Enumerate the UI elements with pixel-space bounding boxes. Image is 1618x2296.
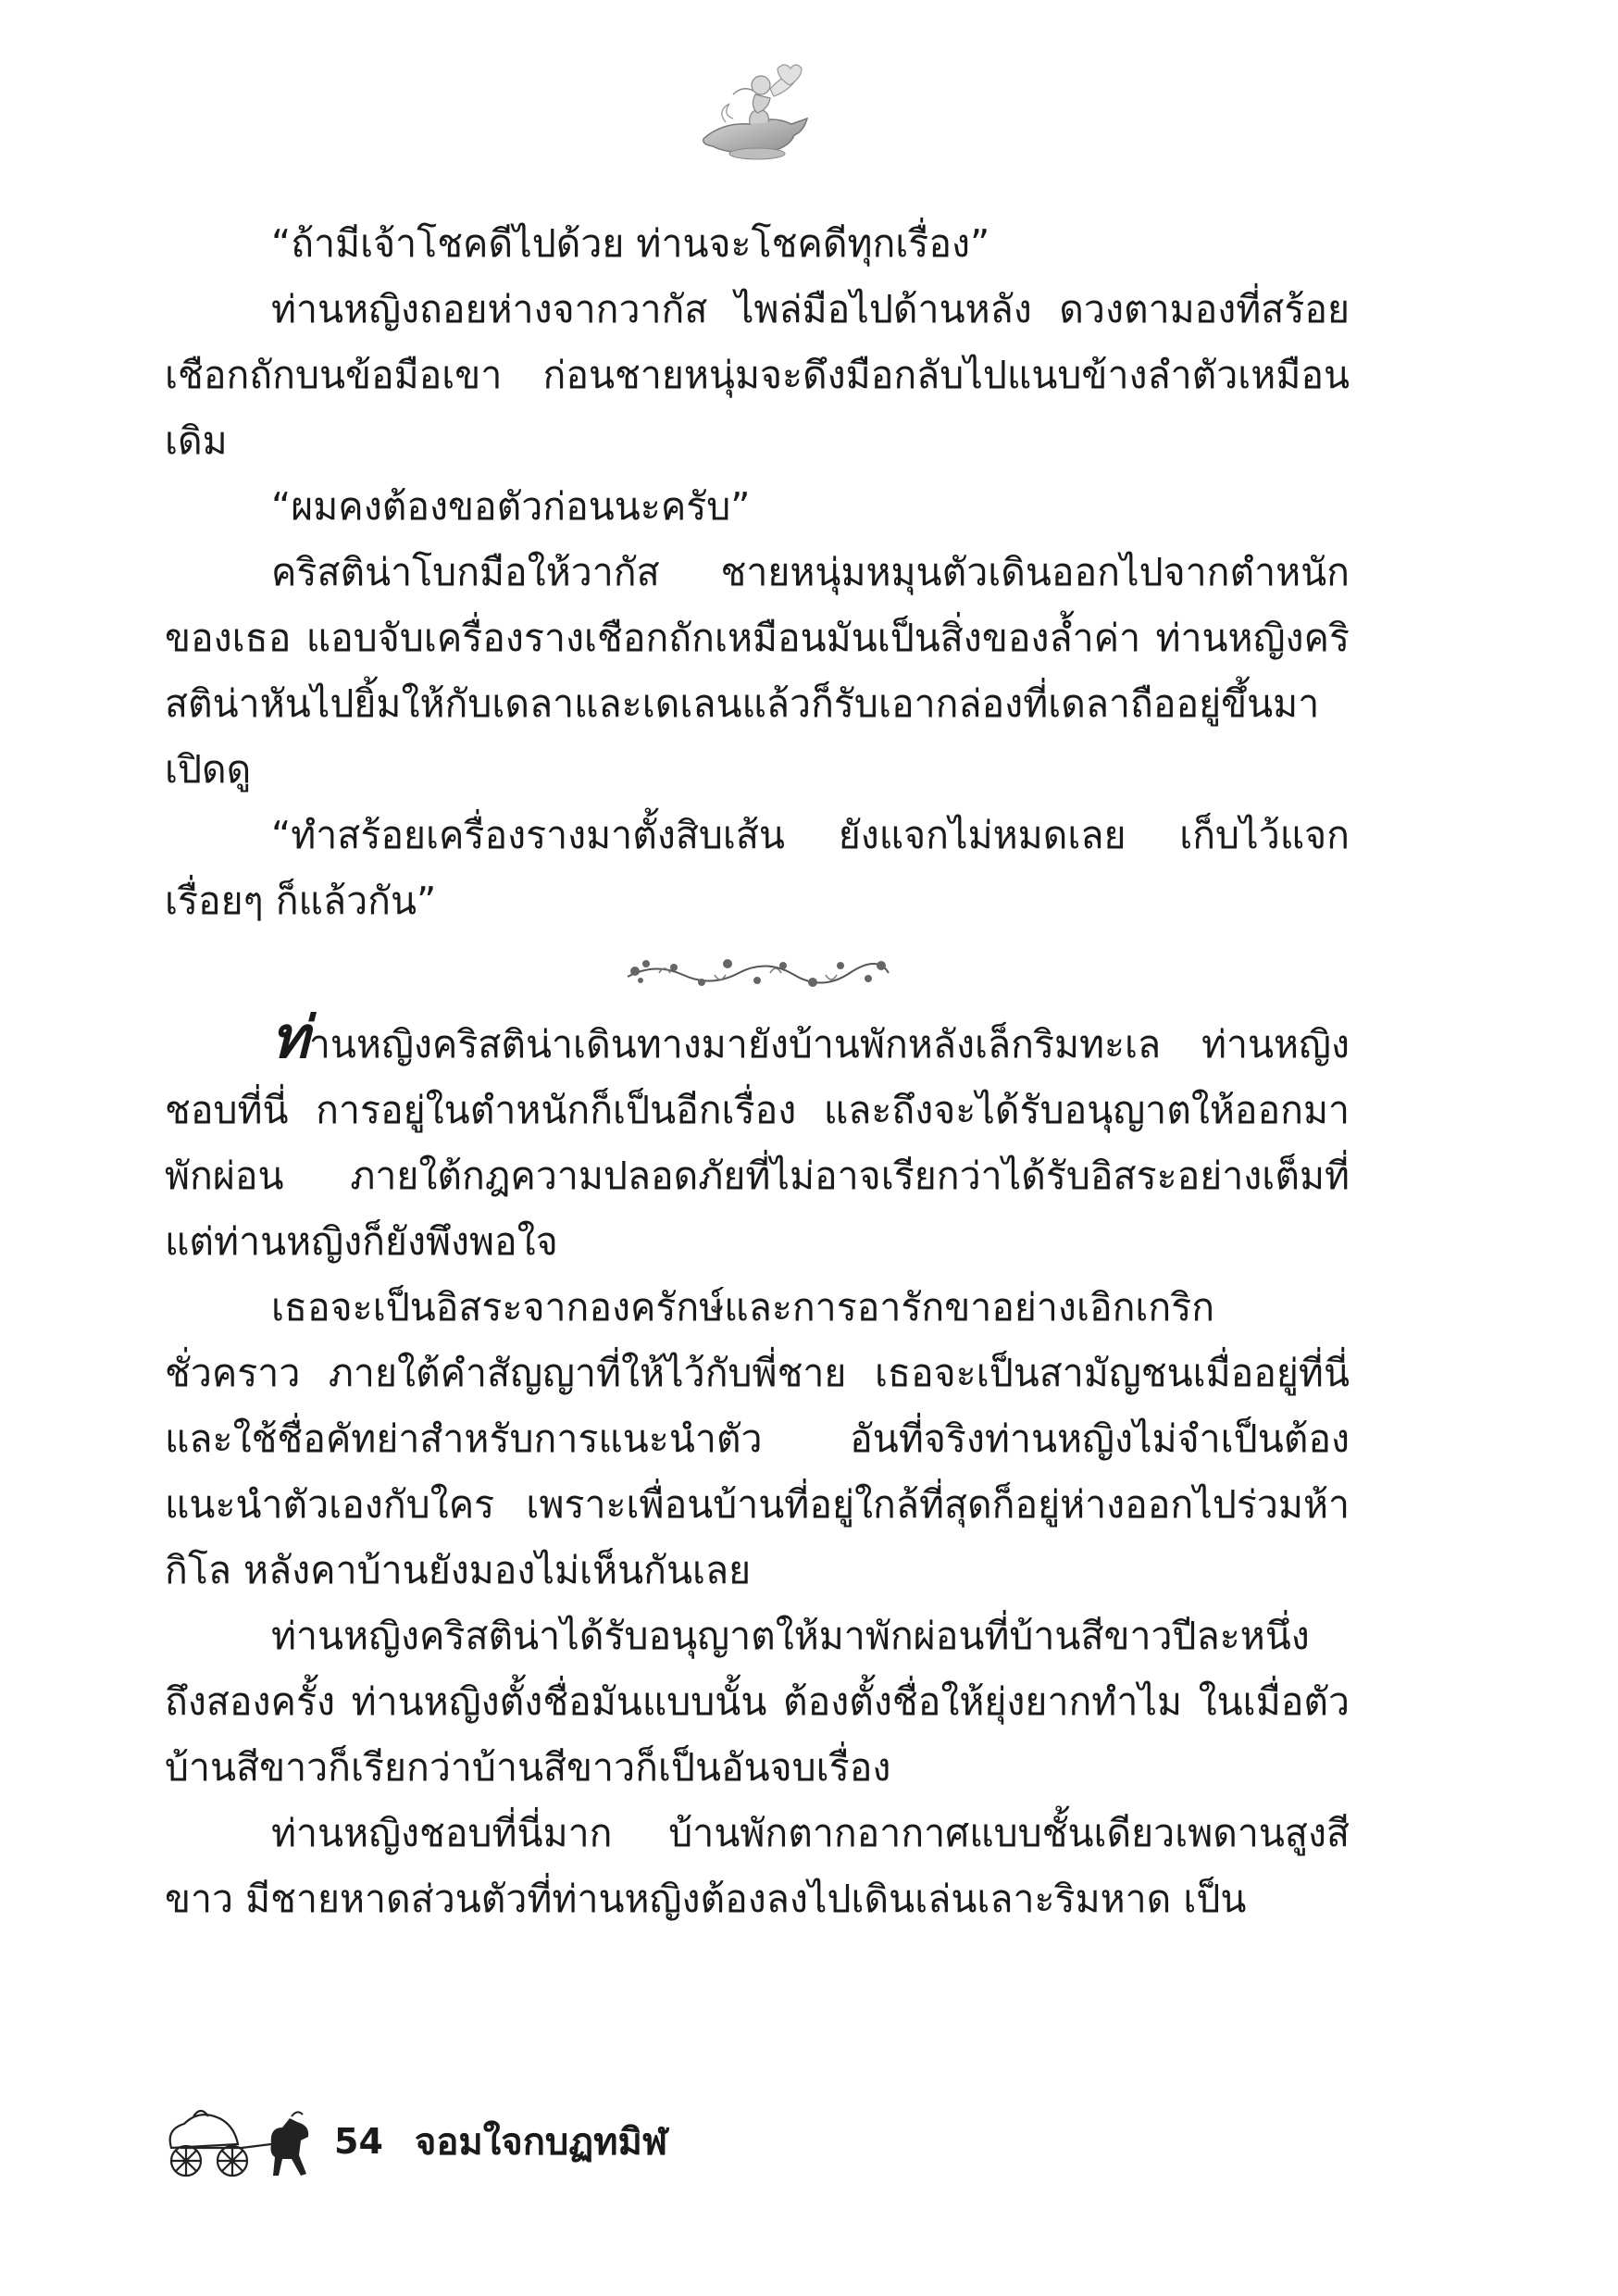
cupid-teapot-ornament-icon (685, 57, 824, 168)
page-footer (153, 2100, 667, 2183)
horse-carriage-ornament-icon (153, 2100, 329, 2183)
paragraph: ท่านหญิงคริสติน่าได้รับอนุญาตให้มาพักผ่อนที่บ้านสีขาวปีละหนึ่งถึงสองครั้ง ท่านหญิงตั้งชื่อมันแบบนั้น ต้องตั้งชื่อให้ยุ่งยากทำไม ในเมื่อตัวบ้านสีขาวก็เรียกว่าบ้านสีขาวก็เป็นอันจบเรื่อง (165, 1614, 1350, 1790)
paragraph: ท่านหญิงชอบที่นี่มาก บ้านพักตากอากาศแบบชั้นเดียวเพดานสูงสีขาว มีชายหาดส่วนตัวที่ท่านหญิงต้องลงไปเดินเล่นเลาะริมหาด เป็น (165, 1811, 1350, 1921)
paragraph-text: านหญิงคริสติน่าเดินทางมายังบ้านพักหลังเล็กริมทะเล ท่านหญิงชอบที่นี่ การอยู่ในตำหนักก็เป็นอีกเรื่อง และถึงจะได้รับอนุญาตให้ออกมาพักผ่อน ภายใต้กฎความปลอดภัยที่ไม่อาจเรียกว่าได้รับอิสระอย่างเต็มที่ แต่ท่านหญิงก็ยังพึงพอใจ (165, 1022, 1350, 1264)
floral-vine-divider-icon (618, 945, 896, 1001)
drop-cap: ท่ (271, 1004, 309, 1071)
paragraph: เธอจะเป็นอิสระจากองครักษ์และการอารักขาอย่างเอิกเกริกชั่วคราว ภายใต้คำสัญญาที่ให้ไว้กับพี่ชาย เธอจะเป็นสามัญชนเมื่ออยู่ที่นี่ และใช้ชื่อคัทย่าสำหรับการแนะนำตัว อันที่จริงท่านหญิงไม่จำเป็นต้องแนะนำตัวเองกับใคร เพราะเพื่อนบ้านที่อยู่ใกล้ที่สุดก็อยู่ห่างออกไปร่วมห้ากิโล หลังคาบ้านยังมองไม่เห็นกันเลย (165, 1285, 1350, 1592)
body-text (165, 211, 1350, 1932)
paragraph: “ถ้ามีเจ้าโชคดีไปด้วย ท่านจะโชคดีทุกเรื่อง” (271, 221, 990, 266)
paragraph: คริสติน่าโบกมือให้วากัส ชายหนุ่มหมุนตัวเดินออกไปจากตำหนักของเธอ แอบจับเครื่องรางเชือกถักเหมือนมันเป็นสิ่งของล้ำค่า ท่านหญิงคริสติน่าหันไปยิ้มให้กับเดลาและเดเลนแล้วก็รับเอากล่องที่เดลาถืออยู่ขึ้นมาเปิดดู (165, 550, 1350, 792)
paragraph: “ทำสร้อยเครื่องรางมาตั้งสิบเส้น ยังแจกไม่หมดเลย เก็บไว้แจกเรื่อยๆ ก็แล้วกัน” (165, 813, 1350, 923)
paragraph: “ผมคงต้องขอตัวก่อนนะครับ” (271, 484, 751, 529)
page-number: 54 (334, 2121, 383, 2162)
book-title: จอมใจกบฏทมิฬ (414, 2121, 668, 2164)
paragraph: ท่านหญิงถอยห่างจากวากัส ไพล่มือไปด้านหลัง ดวงตามองที่สร้อยเชือกถักบนข้อมือเขา ก่อนชายหนุ่มจะดึงมือกลับไปแนบข้างลำตัวเหมือนเดิม (165, 287, 1350, 463)
paragraph (165, 1004, 1350, 1275)
